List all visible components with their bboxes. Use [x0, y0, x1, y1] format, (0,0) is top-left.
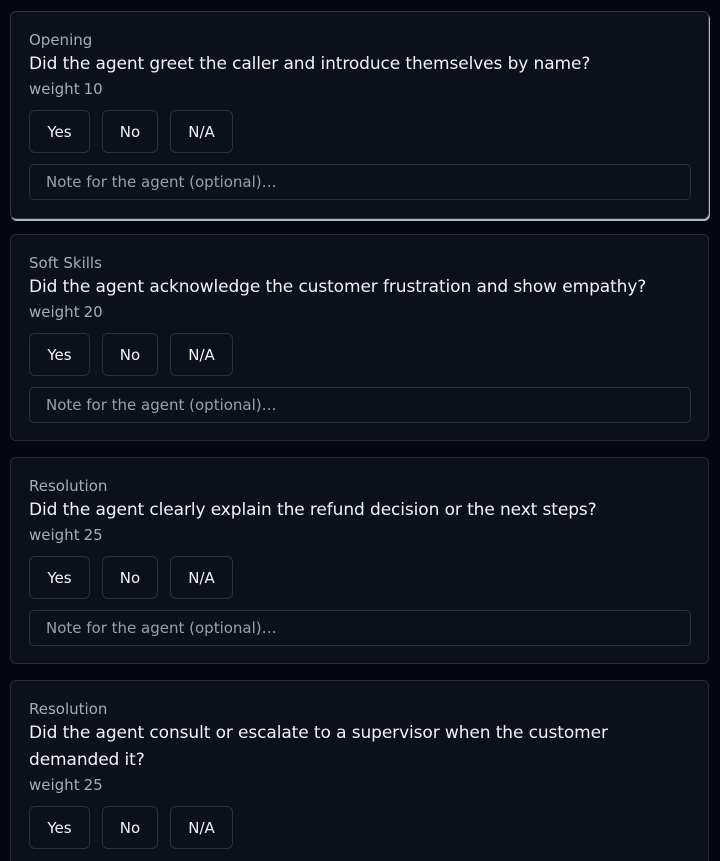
yes-button[interactable]: Yes	[29, 333, 90, 376]
item-question: Did the agent consult or escalate to a supervisor when the customer demanded it?	[29, 723, 608, 770]
note-input[interactable]	[29, 387, 691, 423]
no-button[interactable]: No	[102, 333, 158, 376]
weight-value: 20	[83, 303, 103, 321]
weight-label: weight	[29, 80, 80, 98]
na-button[interactable]: N/A	[170, 110, 233, 153]
item-question: Did the agent acknowledge the customer frustration and show empathy?	[29, 277, 647, 297]
note-input[interactable]	[29, 164, 691, 200]
na-button[interactable]: N/A	[170, 333, 233, 376]
weight-label: weight	[29, 526, 80, 544]
weight-value: 10	[83, 80, 103, 98]
scorecard-item	[10, 11, 709, 219]
weight-value: 25	[83, 776, 103, 794]
item-question: Did the agent greet the caller and introduce themselves by name?	[29, 54, 591, 74]
weight-label: weight	[29, 776, 80, 794]
yes-button[interactable]: Yes	[29, 556, 90, 599]
yes-button[interactable]: Yes	[29, 110, 90, 153]
item-question: Did the agent clearly explain the refund decision or the next steps?	[29, 500, 597, 520]
yes-button[interactable]: Yes	[29, 806, 90, 849]
item-category: Soft Skills	[29, 254, 102, 272]
answer-choices	[29, 806, 233, 849]
answer-choices	[29, 333, 233, 376]
no-button[interactable]: No	[102, 110, 158, 153]
no-button[interactable]: No	[102, 806, 158, 849]
scorecard-item	[10, 457, 709, 664]
item-weight	[29, 80, 103, 98]
note-input[interactable]	[29, 610, 691, 646]
answer-choices	[29, 556, 233, 599]
item-category: Resolution	[29, 477, 108, 495]
na-button[interactable]: N/A	[170, 556, 233, 599]
item-weight	[29, 776, 103, 794]
weight-label: weight	[29, 303, 80, 321]
scorecard-item	[10, 234, 709, 441]
weight-value: 25	[83, 526, 103, 544]
item-category: Resolution	[29, 700, 108, 718]
na-button[interactable]: N/A	[170, 806, 233, 849]
item-category: Opening	[29, 31, 93, 49]
item-weight	[29, 303, 103, 321]
item-weight	[29, 526, 103, 544]
answer-choices	[29, 110, 233, 153]
scorecard-item	[10, 680, 709, 861]
no-button[interactable]: No	[102, 556, 158, 599]
